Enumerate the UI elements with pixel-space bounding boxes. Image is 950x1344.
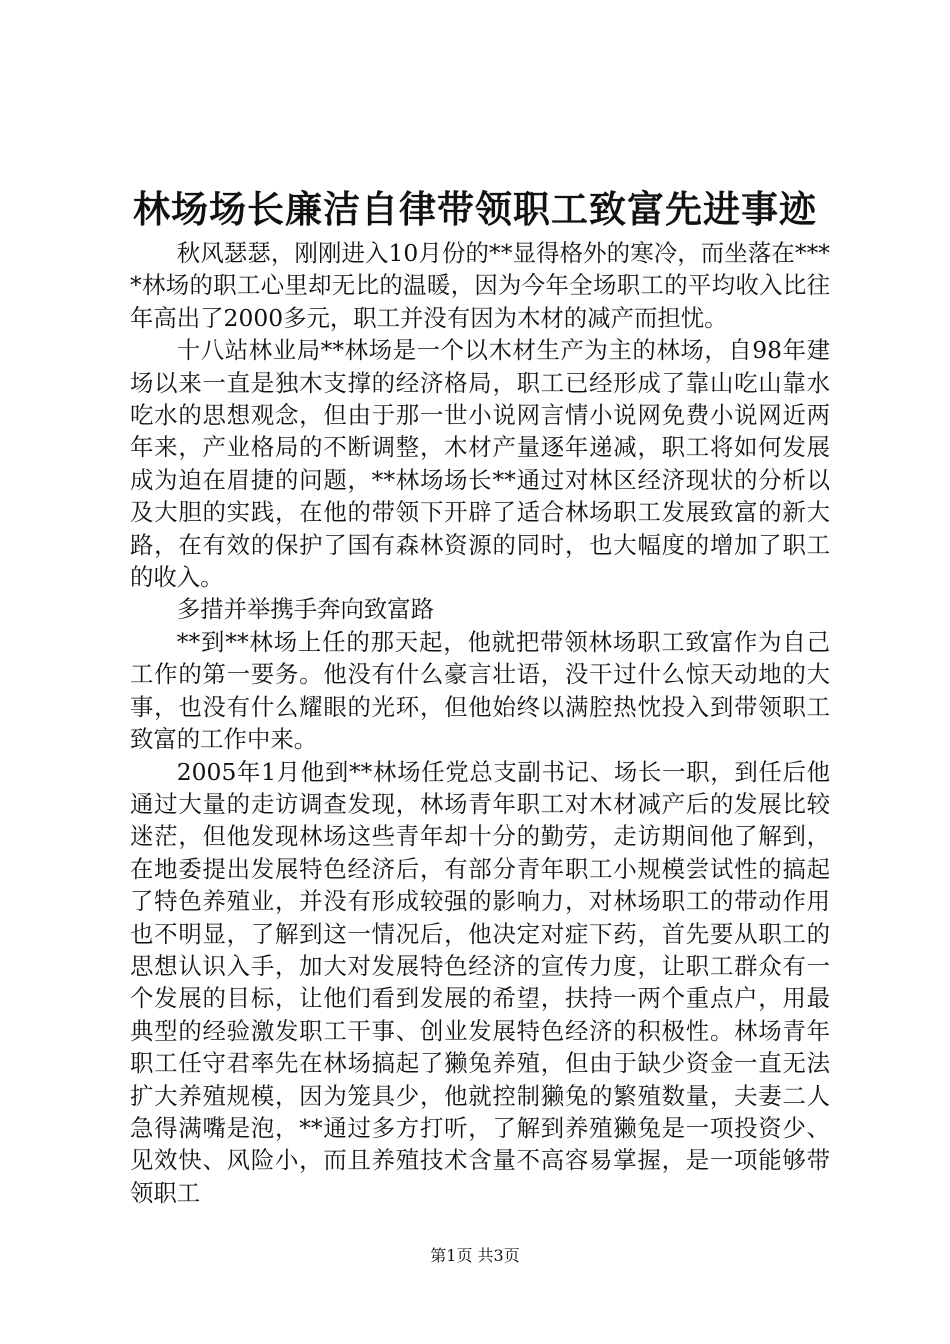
paragraph-2005: 2005年1月他到**林场任党总支副书记、场长一职，到任后他通过大量的走访调查发现，林场青年职工对木材减产后的发展比较迷茫，但他发现林场这些青年却十分的勤劳，走访期间他了解到，在地委提出发展特色经济后，有部分青年职工小规模尝试性的搞起了特色养殖业，并没有形成较强的影响力，对林场职工的带动作用也不明显，了解到这一情况后，他决定对症下药，首先要从职工的思想认识入手，加大对发展特色经济的宣传力度，让职工群众有一个发展的目标，让他们看到发展的希望，扶持一两个重点户，用最典型的经验激发职工干事、创业发展特色经济的积极性。林场青年职工任守君率先在林场搞起了獭兔养殖，但由于缺少资金一直无法扩大养殖规模，因为笼具少，他就控制獭兔的繁殖数量，夫妻二人急得满嘴是泡，**通过多方打听，了解到养殖獭兔是一项投资少、见效快、风险小，而且养殖技术含量不高容易掌握，是一项能够带领职工 [130, 757, 830, 1207]
document-title: 林场场长廉洁自律带领职工致富先进事迹 [133, 187, 817, 231]
section-heading: 多措并举携手奔向致富路 [176, 595, 435, 624]
paragraph-background: 十八站林业局**林场是一个以木材生产为主的林场，自98年建场以来一直是独木支撑的经济格局，职工已经形成了靠山吃山靠水吃水的思想观念，但由于那一世小说网言情小说网免费小说网近两年来，产业格局的不断调整，木材产量逐年递减，职工将如何发展成为迫在眉捷的问题，**林场场长**通过对林区经济现状的分析以及大胆的实践，在他的带领下开辟了适合林场职工发展致富的新大路，在有效的保护了国有森林资源的同时，也大幅度的增加了职工的收入。 [130, 336, 830, 592]
page-number-footer: 第1页 共3页 [430, 1246, 520, 1265]
paragraph-intro: 秋风瑟瑟，刚刚进入10月份的**显得格外的寒冷，而坐落在****林场的职工心里却无比的温暖，因为今年全场职工的平均收入比往年高出了2000多元，职工并没有因为木材的减产而担忧。 [130, 239, 830, 332]
paragraph-first-task: **到**林场上任的那天起，他就把带领林场职工致富作为自己工作的第一要务。他没有什么豪言壮语，没干过什么惊天动地的大事，也没有什么耀眼的光环，但他始终以满腔热忱投入到带领职工致富的工作中来。 [130, 627, 830, 754]
document-body [130, 237, 830, 1209]
